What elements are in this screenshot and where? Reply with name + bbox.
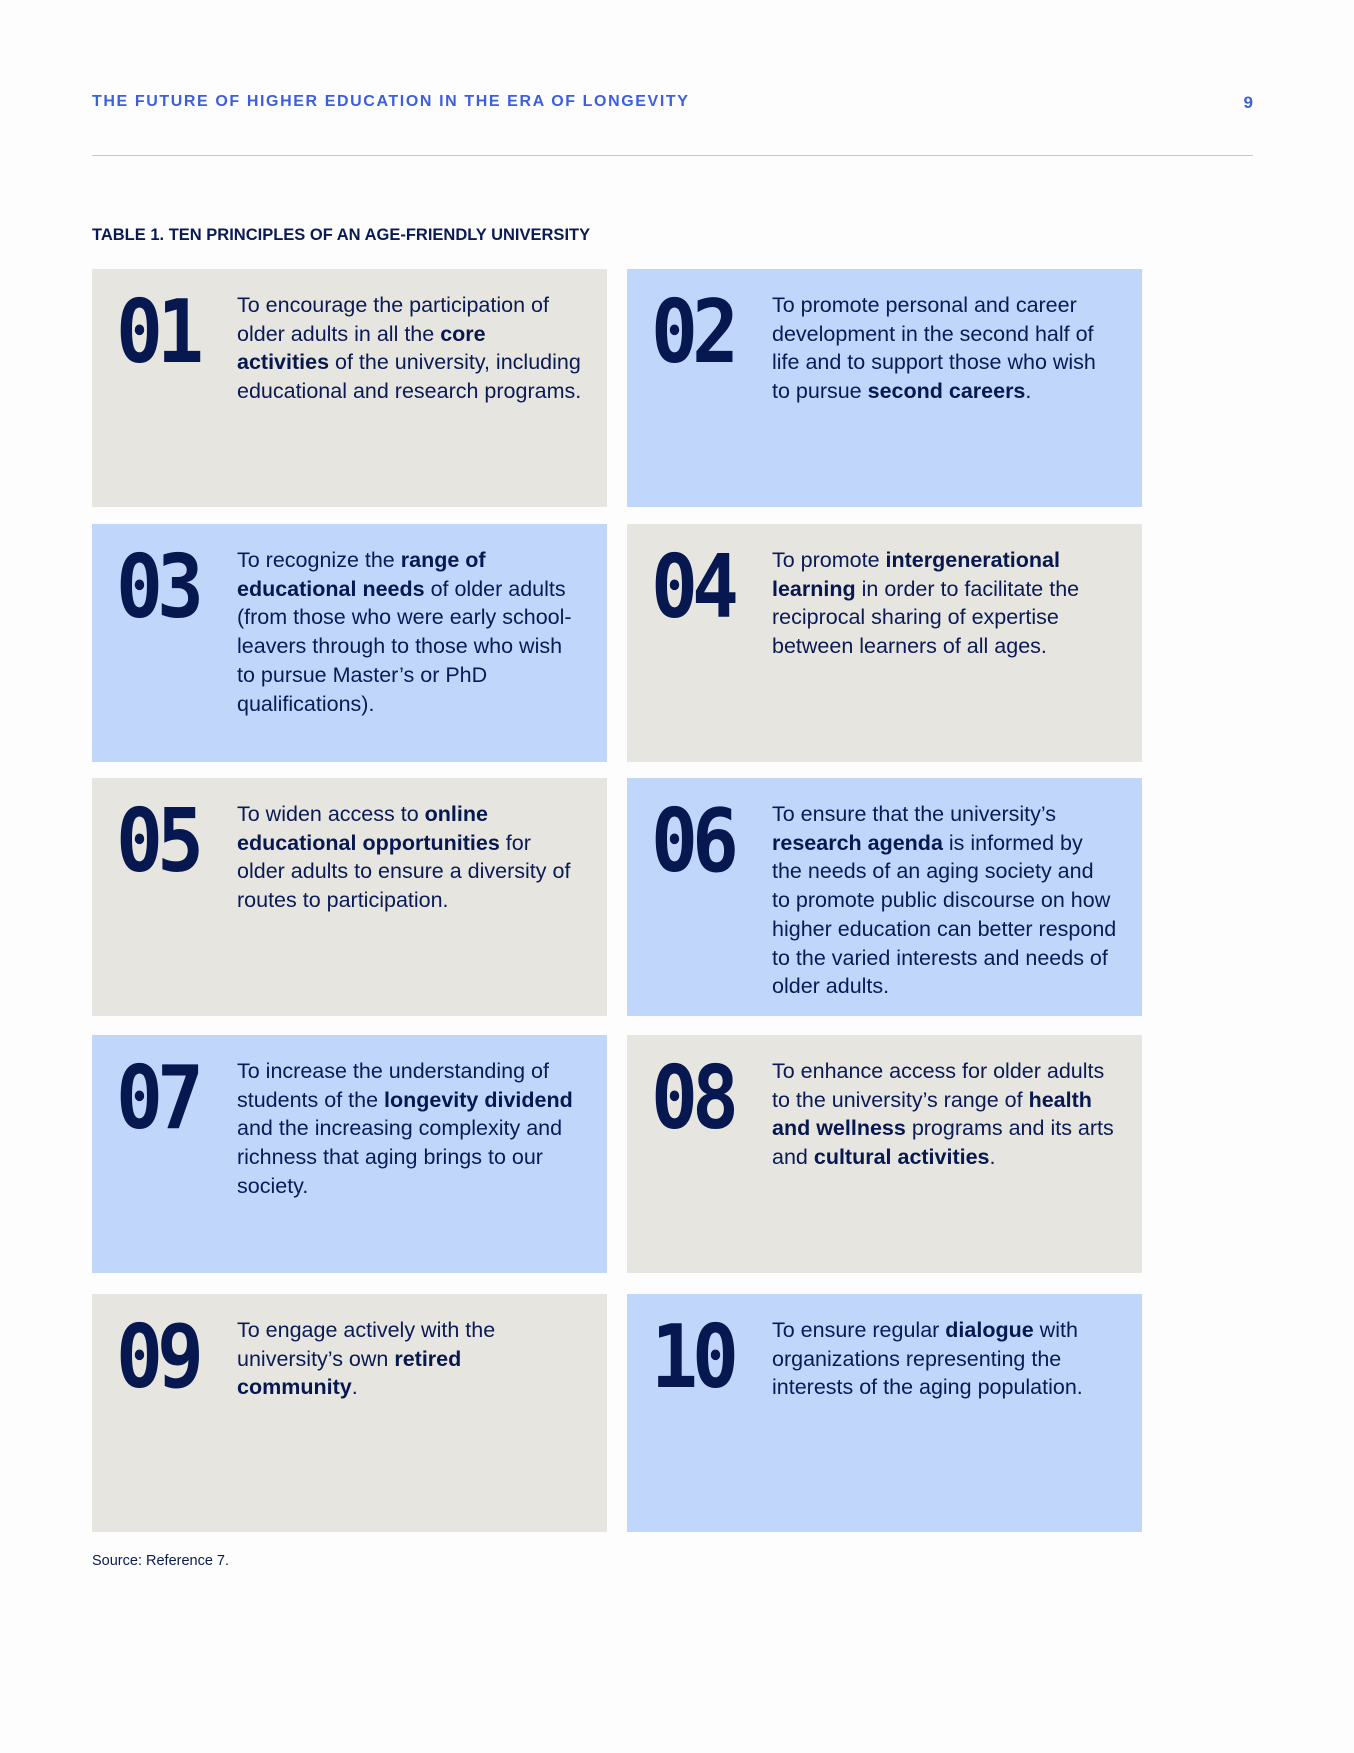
principle-text-segment: is informed by the needs of an aging society and to promote public discourse on how higher education can better respond to the varied interests and needs of older adults. [772,830,1117,999]
principle-emphasis: second careers [867,379,1026,404]
principle-text-segment: To increase the understanding of students of the [237,1059,549,1112]
principle-card-03 [92,524,607,762]
principle-text-segment: for older adults to ensure a diversity of routes to participation. [237,830,571,913]
principle-number: 04 [651,537,733,639]
principle-text-segment: of the university, including educational and research programs. [237,350,582,404]
principle-number: 10 [651,1307,733,1409]
principle-card-10 [627,1294,1142,1532]
principle-emphasis: cultural activities [813,1145,990,1170]
principle-number: 07 [116,1048,198,1150]
principle-text [772,1316,1117,1402]
principle-number: 02 [651,282,733,384]
principle-text-segment: . [1025,379,1032,404]
principle-card-07 [92,1035,607,1273]
principle-number: 06 [651,791,733,893]
principle-text-segment: To ensure regular [772,1318,946,1342]
principle-emphasis: dialogue [945,1318,1034,1342]
principle-card-04 [627,524,1142,762]
principle-text [772,546,1117,661]
principle-text [237,800,582,915]
principle-number: 08 [651,1048,733,1150]
principle-text-segment: To promote personal and career development in the second half of life and to support those who wish to pursue [772,293,1096,404]
principle-text [772,291,1117,406]
principle-text-segment: in order to facilitate the reciprocal sharing of expertise between learners of all ages. [772,576,1080,659]
source-note: Source: Reference 7. [92,1553,230,1569]
principle-card-09 [92,1294,607,1532]
principle-text-segment: programs and its arts and [772,1116,1114,1170]
principle-text-segment: To widen access to [237,802,425,826]
principle-number: 03 [116,537,198,639]
principle-text-segment: To enhance access for older adults to the university’s range of [772,1059,1105,1112]
principle-text [237,1316,582,1402]
principle-number: 01 [116,282,198,384]
principle-card-02 [627,269,1142,507]
principle-text-segment: of older adults (from those who were early school-leavers through to those who wish to pursue Master’s or PhD qualifications). [237,576,572,716]
running-header: THE FUTURE OF HIGHER EDUCATION IN THE ERA OF LONGEVITY [92,93,690,110]
principle-text [237,546,582,718]
principle-emphasis: online educational opportunities [237,802,500,855]
principle-text-segment: To promote [772,548,886,572]
header-divider [92,155,1253,156]
principle-text-segment: . [989,1145,996,1170]
principle-text-segment: To ensure that the university’s [772,802,1057,826]
principle-emphasis: core activities [237,321,486,375]
principle-text [237,291,582,406]
principle-text [772,800,1117,1001]
principle-number: 05 [116,791,198,893]
principle-emphasis: health and wellness [772,1087,1092,1141]
table-title: TABLE 1. TEN PRINCIPLES OF AN AGE-FRIENDLY UNIVERSITY [92,226,591,244]
principle-card-06 [627,778,1142,1016]
principle-card-05 [92,778,607,1016]
principle-emphasis: retired community [237,1346,462,1400]
principle-text-segment: with organizations representing the interests of the aging population. [772,1318,1083,1400]
principle-card-08 [627,1035,1142,1273]
principle-emphasis: research agenda [772,830,943,855]
principle-text-segment: To recognize the [237,548,401,572]
principle-card-01 [92,269,607,507]
principle-text-segment: and the increasing complexity and richness that aging brings to our society. [237,1116,563,1198]
principle-text-segment: . [351,1375,358,1400]
principle-emphasis: range of educational needs [237,548,486,601]
principle-text-segment: To encourage the participation of older adults in all the [237,293,549,346]
principle-number: 09 [116,1307,198,1409]
principle-emphasis: intergenerational learning [772,548,1060,601]
principle-emphasis: longevity dividend [384,1087,573,1112]
principle-text [237,1057,582,1201]
principle-text [772,1057,1117,1172]
principle-text-segment: To engage actively with the university’s own [237,1318,496,1371]
page-number: 9 [1243,93,1253,112]
